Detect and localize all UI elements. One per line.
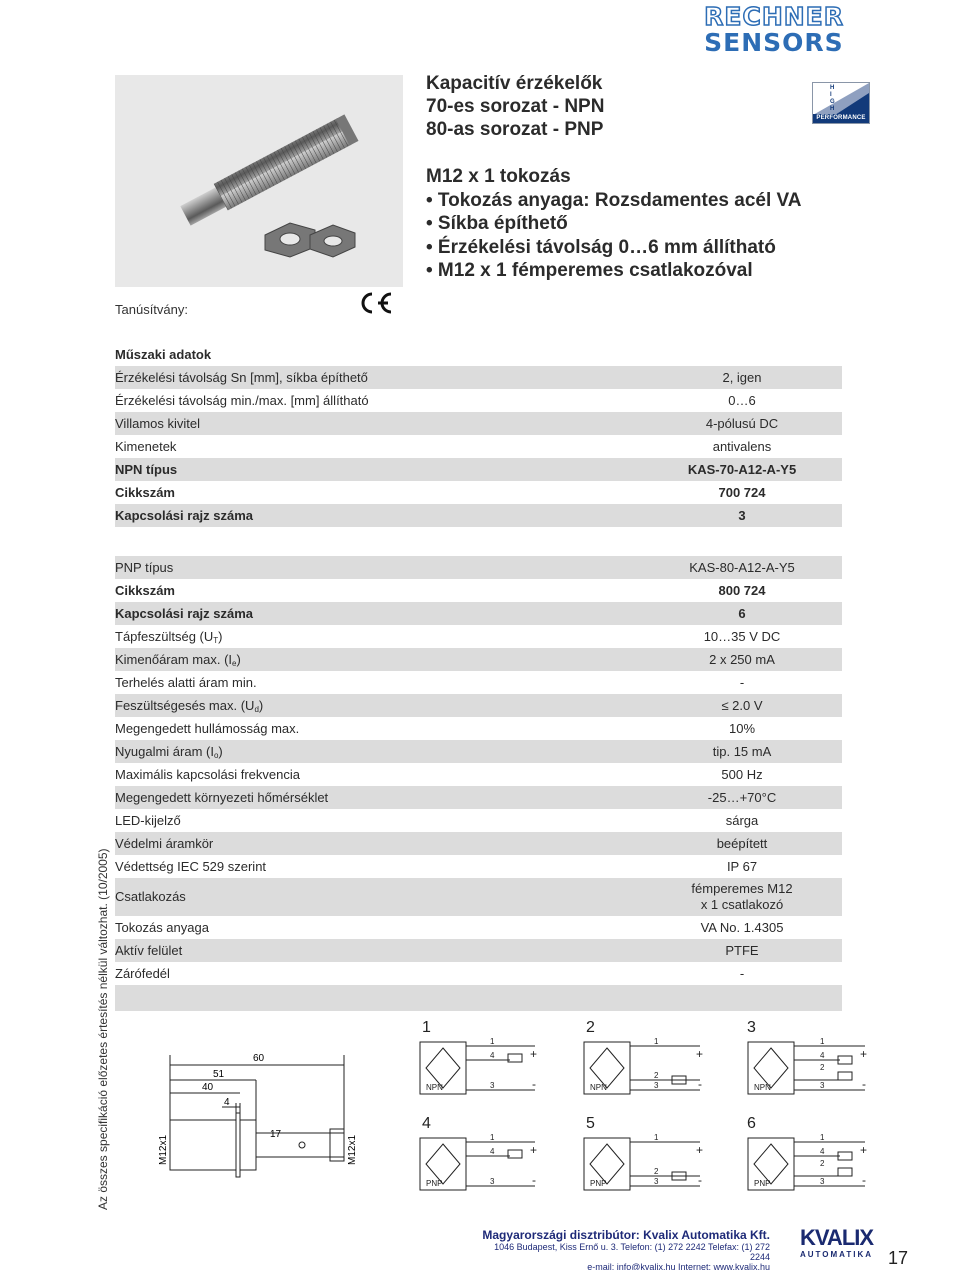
badge-triangle-icon	[813, 83, 869, 115]
spec-label: NPN típus	[115, 462, 178, 477]
badge-text: PERFORMANCE	[813, 114, 869, 123]
spec-value: KAS-70-A12-A-Y5	[687, 462, 797, 477]
spec-label: Kapcsolási rajz száma	[115, 606, 254, 621]
spec-value: sárga	[725, 813, 759, 828]
npn-label: NPN	[426, 1083, 443, 1092]
spec-label: Megengedett környezeti hőmérséklet	[115, 790, 329, 805]
dim-40: 40	[202, 1082, 214, 1093]
svg-text:-: -	[532, 1173, 536, 1187]
title-line: 70-es sorozat - NPN	[426, 96, 605, 117]
spec-value: KAS-80-A12-A-Y5	[689, 560, 795, 575]
spec-label: Villamos kivitel	[115, 416, 201, 431]
spec-value: -	[739, 966, 745, 981]
svg-text:2: 2	[820, 1159, 825, 1168]
feature-item: • Tokozás anyaga: Rozsdamentes acél VA	[426, 189, 802, 211]
product-title	[426, 72, 604, 141]
svg-text:3: 3	[490, 1177, 495, 1186]
title-line: Kapacitív érzékelők	[426, 73, 603, 94]
svg-text:1: 1	[820, 1037, 825, 1046]
spec-value: beépített	[716, 836, 768, 851]
spec-row	[115, 481, 842, 504]
svg-text:+: +	[696, 1047, 704, 1061]
svg-text:-: -	[698, 1077, 702, 1091]
spec-label: LED-kijelző	[115, 813, 181, 828]
spec-label: Feszültségesés max. $(U_d)$	[115, 698, 264, 714]
dim-60: 60	[253, 1053, 265, 1064]
svg-text:3: 3	[654, 1177, 659, 1186]
diagram-number: 2	[586, 1019, 595, 1036]
svg-text:1: 1	[490, 1037, 495, 1046]
distributor-contact: e-mail: info@kvalix.hu Internet: www.kvalix.hu	[587, 1262, 770, 1270]
spec-row	[115, 556, 842, 579]
spec-value: 2 x 250 mA	[709, 652, 775, 667]
spec-table-general	[115, 343, 842, 527]
spec-row	[115, 717, 842, 740]
svg-text:+: +	[860, 1047, 868, 1061]
wiring-diagrams	[400, 1010, 870, 1200]
spec-value: 2, igen	[722, 370, 762, 385]
spec-label: Kimenőáram max. $(I_e)$	[115, 652, 241, 668]
spec-row	[115, 878, 842, 916]
svg-text:4: 4	[820, 1147, 825, 1156]
kvalix-logo-main: KVALIX	[800, 1225, 874, 1250]
spec-value: 700 724	[718, 485, 766, 500]
spec-row	[115, 389, 842, 412]
svg-text:4: 4	[490, 1051, 495, 1060]
spec-row	[115, 740, 842, 763]
spec-label: Védelmi áramkör	[115, 836, 214, 851]
pnp-label: PNP	[754, 1179, 771, 1188]
spec-value: antivalens	[712, 439, 772, 454]
svg-text:4: 4	[490, 1147, 495, 1156]
feature-item: M12 x 1 tokozás	[426, 166, 571, 187]
spec-row	[115, 962, 842, 985]
svg-text:-: -	[862, 1077, 866, 1091]
spec-row	[115, 648, 842, 671]
spec-label: Kimenetek	[115, 439, 177, 454]
spec-label: Zárófedél	[115, 966, 170, 981]
spec-value: IP 67	[726, 859, 758, 874]
svg-text:-: -	[698, 1173, 702, 1187]
spec-label: Csatlakozás	[115, 889, 186, 904]
product-photo	[115, 75, 403, 287]
diagram-number: 1	[422, 1019, 431, 1036]
spec-row	[115, 504, 842, 527]
spec-value: -25…+70°C	[707, 790, 777, 805]
page-number: 17	[888, 1248, 909, 1268]
spec-label: Kapcsolási rajz száma	[115, 508, 254, 523]
brand-line1: RECHNER	[704, 2, 844, 31]
spec-value: 3	[738, 508, 746, 523]
spec-table-electrical	[115, 556, 842, 1011]
spec-value: 6	[738, 606, 746, 621]
spec-row	[115, 939, 842, 962]
svg-text:+: +	[530, 1047, 538, 1061]
kvalix-logo	[800, 1225, 874, 1266]
svg-text:1: 1	[654, 1037, 659, 1046]
feature-item: • M12 x 1 fémperemes csatlakozóval	[426, 260, 753, 281]
spec-row	[115, 579, 842, 602]
spec-row	[115, 625, 842, 648]
distributor-name: Magyarországi disztribútor: Kvalix Automatika Kft.	[482, 1228, 770, 1242]
feature-item: • Érzékelési távolság 0…6 mm állítható	[426, 236, 776, 258]
thread-left: M12x1	[158, 1134, 169, 1165]
spec-value: fémperemes M12 x 1 csatlakozó	[691, 881, 793, 912]
svg-text:2: 2	[820, 1063, 825, 1072]
svg-text:3: 3	[654, 1081, 659, 1090]
spec-label: Cikkszám	[115, 485, 175, 500]
spec-label: Érzékelési távolság min./max. [mm] állítható	[115, 393, 369, 408]
spec-heading-row	[115, 343, 842, 366]
ce-mark-icon	[355, 290, 395, 316]
spec-row	[115, 366, 842, 389]
spec-row	[115, 412, 842, 435]
diagram-number: 4	[422, 1115, 431, 1132]
svg-text:2: 2	[654, 1071, 659, 1080]
distributor-address: 1046 Budapest, Kiss Ernő u. 3. Telefon: (1) 272 2242 Telefax: (1) 272 2244	[494, 1242, 770, 1262]
distributor-info	[480, 1228, 770, 1270]
svg-text:2: 2	[654, 1167, 659, 1176]
spec-value: 0…6	[728, 393, 756, 408]
svg-text:1: 1	[820, 1133, 825, 1142]
spec-value: 4-pólusú DC	[705, 416, 779, 431]
spec-row	[115, 763, 842, 786]
spec-value: 500 Hz	[721, 767, 763, 782]
svg-text:+: +	[696, 1143, 704, 1157]
svg-text:-: -	[862, 1173, 866, 1187]
svg-text:3: 3	[820, 1081, 825, 1090]
badge-letters: H I G H	[830, 85, 835, 112]
spec-label: Megengedett hullámosság max.	[115, 721, 300, 736]
spec-label: Védettség IEC 529 szerint	[115, 859, 267, 874]
svg-text:+: +	[860, 1143, 868, 1157]
spec-row	[115, 671, 842, 694]
svg-text:3: 3	[820, 1177, 825, 1186]
rechner-sensors-logo	[704, 4, 844, 56]
dim-51: 51	[213, 1069, 225, 1080]
diagram-number: 3	[747, 1019, 756, 1036]
feature-list	[426, 165, 802, 283]
spec-footer-bar	[115, 985, 842, 1011]
spec-label: Cikkszám	[115, 583, 175, 598]
svg-text:-: -	[532, 1077, 536, 1091]
svg-text:3: 3	[490, 1081, 495, 1090]
svg-text:1: 1	[490, 1133, 495, 1142]
title-line: 80-as sorozat - PNP	[426, 119, 604, 140]
spec-row	[115, 694, 842, 717]
diagram-number: 6	[747, 1115, 756, 1132]
certification-label: Tanúsítvány:	[115, 302, 188, 317]
feature-item: • Síkba építhető	[426, 213, 568, 234]
spec-label: Érzékelési távolság Sn [mm], síkba építhető	[115, 370, 368, 385]
dimension-drawing	[140, 1025, 370, 1185]
spec-value: 800 724	[718, 583, 766, 598]
spec-value: ≤ 2.0 V	[721, 698, 763, 713]
svg-text:4: 4	[820, 1051, 825, 1060]
spec-label: Nyugalmi áram $(I_o)$	[115, 744, 223, 760]
kvalix-logo-sub: AUTOMATIKA	[800, 1250, 874, 1259]
spec-row	[115, 458, 842, 481]
wrench-size: 17	[270, 1129, 282, 1140]
spec-row	[115, 602, 842, 625]
diagram-number: 5	[586, 1115, 595, 1132]
spec-row	[115, 916, 842, 939]
spec-label: Tokozás anyaga	[115, 920, 209, 935]
pnp-label: PNP	[426, 1179, 443, 1188]
spec-value: 10…35 V DC	[703, 629, 781, 644]
spec-label: Terhelés alatti áram min.	[115, 675, 257, 690]
spec-row	[115, 786, 842, 809]
spec-label: Tápfeszültség $(U_T)$	[115, 629, 223, 645]
spec-row	[115, 809, 842, 832]
thread-right: M12x1	[347, 1134, 358, 1165]
side-note: Az összes specifikáció előzetes értesítés nélkül változhat. (10/2005)	[96, 848, 110, 1210]
spec-label: PNP típus	[115, 560, 174, 575]
high-performance-badge	[812, 82, 870, 124]
spec-value: 10%	[728, 721, 756, 736]
spec-label: Aktív felület	[115, 943, 183, 958]
svg-text:1: 1	[654, 1133, 659, 1142]
spec-value: tip. 15 mA	[712, 744, 772, 759]
spec-value: VA No. 1.4305	[700, 920, 784, 935]
spec-row	[115, 855, 842, 878]
svg-text:+: +	[530, 1143, 538, 1157]
pnp-label: PNP	[590, 1179, 607, 1188]
spec-label: Maximális kapcsolási frekvencia	[115, 767, 300, 782]
spec-row	[115, 832, 842, 855]
spec-row	[115, 435, 842, 458]
dim-4: 4	[224, 1097, 230, 1108]
spec-heading: Műszaki adatok	[115, 347, 212, 362]
npn-label: NPN	[590, 1083, 607, 1092]
spec-value: PTFE	[725, 943, 759, 958]
npn-label: NPN	[754, 1083, 771, 1092]
spec-value: -	[739, 675, 745, 690]
brand-line2: SENSORS	[704, 28, 844, 57]
